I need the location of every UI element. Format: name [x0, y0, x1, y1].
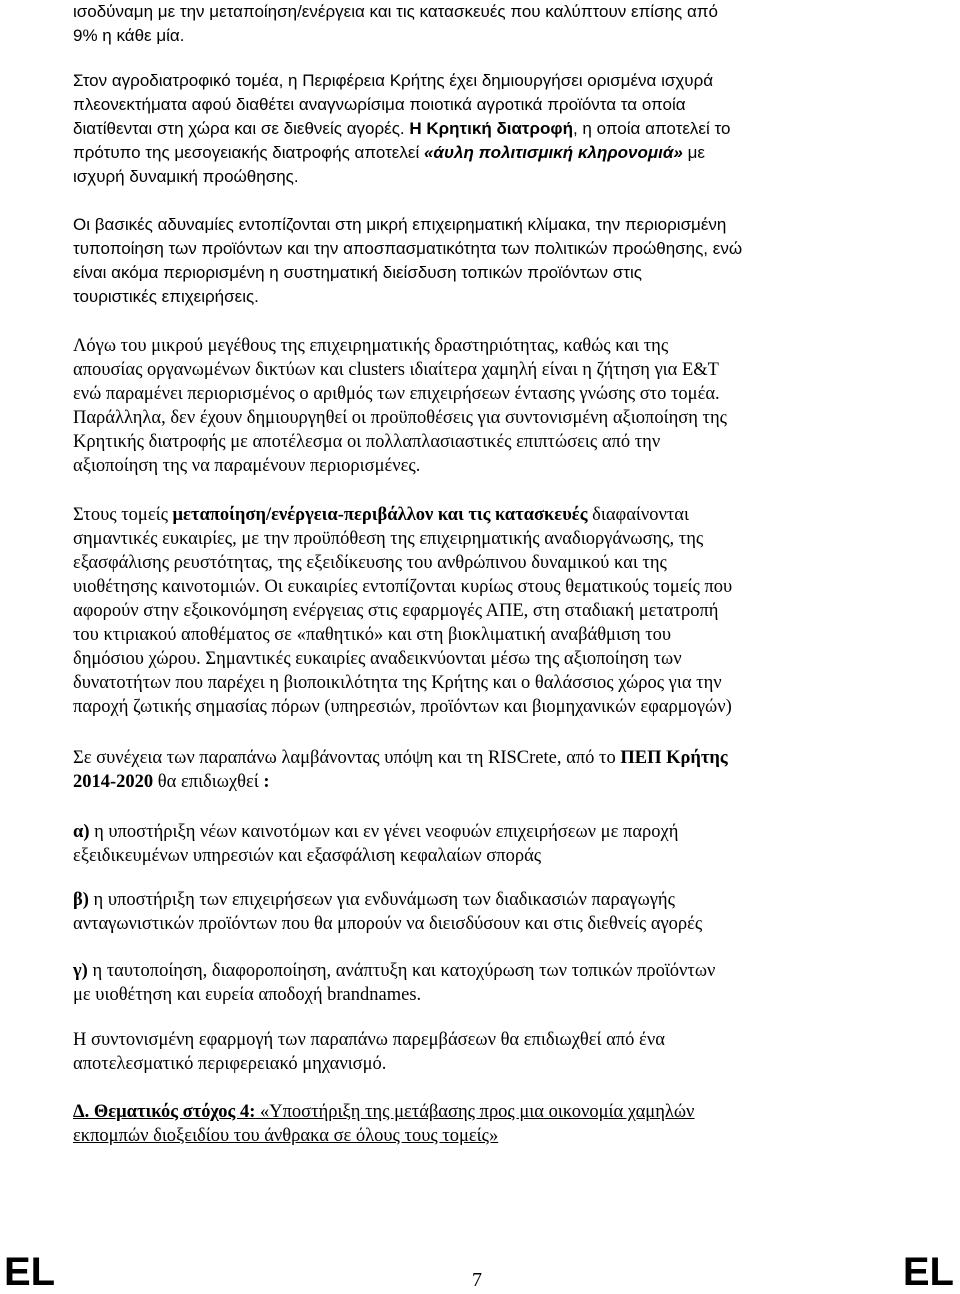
text-line	[73, 959, 715, 983]
text-run: «Υποστήριξη της μετάβασης προς μια οικονομία χαμηλών	[255, 1102, 695, 1122]
text-line	[73, 888, 702, 912]
text-line: δυνατοτήτων που παρέχει η βιοποικιλότητα της Κρήτης και ο θαλάσσιος χώρος για την	[73, 673, 722, 693]
list-item-b	[73, 888, 702, 936]
text-line	[73, 503, 732, 527]
list-item-c	[73, 959, 715, 1007]
text-run: Στους τομείς	[73, 505, 173, 525]
bold-text: Η Κρητική διατροφή	[409, 119, 573, 138]
text-line: Κρητικής διατροφής με αποτέλεσμα οι πολλαπλασιαστικές επιπτώσεις από την	[73, 432, 661, 452]
text-line: παροχή ζωτικής σημασίας πόρων (υπηρεσιών, προϊόντων και βιομηχανικών εφαρμογών)	[73, 697, 732, 717]
text-line: εξασφάλισης ρευστότητας, της εξειδίκευσης του ανθρώπινου δυναμικού και της	[73, 553, 667, 573]
text-line	[73, 141, 730, 165]
paragraph-energy-share	[73, 0, 718, 48]
text-line: τυποποίηση των προϊόντων και την αποσπασματικότητα των πολιτικών προώθησης, ενώ	[73, 239, 743, 258]
text-run: η ταυτοποίηση, διαφοροποίηση, ανάπτυξη και κατοχύρωση των τοπικών προϊόντων	[87, 961, 716, 981]
text-line	[73, 746, 728, 770]
text-line: 9% η κάθε μία.	[73, 26, 185, 45]
text-line	[73, 1100, 694, 1124]
text-line	[73, 117, 730, 141]
bold-text: :	[263, 772, 270, 792]
paragraph-small-size	[73, 334, 727, 478]
text-line: υιοθέτησης καινοτομιών. Οι ευκαιρίες εντοπίζονται κυρίως στους θεματικούς τομείς που	[73, 577, 733, 597]
text-line: Η συντονισμένη εφαρμογή των παραπάνω παρεμβάσεων θα επιδιωχθεί από ένα	[73, 1030, 665, 1050]
text-line: αποτελεσματικό περιφερειακό μηχανισμό.	[73, 1054, 387, 1074]
text-run: διατίθενται στη χώρα και σε διεθνείς αγορές.	[73, 119, 410, 138]
text-line: Παράλληλα, δεν έχουν δημιουργηθεί οι προϋποθέσεις για συντονισμένη αξιοποίηση της	[73, 408, 727, 428]
bold-text: Δ. Θεματικός στόχος 4:	[73, 1102, 256, 1122]
paragraph-weaknesses	[73, 213, 742, 309]
text-line: ενώ παραμένει περιορισμένος ο αριθμός των επιχειρήσεων έντασης γνώσης στο τομέα.	[73, 384, 720, 404]
page-number: 7	[472, 1269, 482, 1291]
text-line: με υιοθέτηση και ευρεία αποδοχή brandnames.	[73, 985, 422, 1005]
text-run: η υποστήριξη των επιχειρήσεων για ενδυνάμωση των διαδικασιών παραγωγής	[88, 890, 675, 910]
paragraph-mechanism	[73, 1028, 665, 1076]
list-marker: γ)	[73, 961, 88, 981]
text-line: Λόγω του μικρού μεγέθους της επιχειρηματικής δραστηριότητας, καθώς και της	[73, 336, 669, 356]
bold-italic-text: «άυλη πολιτισμική κληρονομιά»	[423, 143, 683, 162]
text-line	[73, 770, 728, 794]
text-line: ισοδύναμη με την μεταποίηση/ενέργεια και τις κατασκευές που καλύπτουν επίσης από	[73, 2, 718, 21]
text-line: ισχυρή δυναμική προώθησης.	[73, 167, 299, 186]
text-line: σημαντικές ευκαιρίες, με την προϋπόθεση της επιχειρηματικής αναδιοργάνωσης, της	[73, 529, 704, 549]
text-line: τουριστικές επιχειρήσεις.	[73, 287, 259, 306]
list-item-a	[73, 820, 678, 868]
text-line: είναι ακόμα περιορισμένη η συστηματική διείσδυση τοπικών προϊόντων στις	[73, 263, 642, 282]
text-line: εξειδικευμένων υπηρεσιών και εξασφάλιση κεφαλαίων σποράς	[73, 846, 542, 866]
text-run: θα επιδιωχθεί	[153, 772, 264, 792]
paragraph-agrifood	[73, 69, 730, 189]
bold-text: ΠΕΠ Κρήτης	[620, 748, 728, 768]
text-line: ανταγωνιστικών προϊόντων που θα μπορούν να διεισδύσουν και στις διεθνείς αγορές	[73, 914, 703, 934]
text-run: διαφαίνονται	[587, 505, 689, 525]
text-line: Στον αγροδιατροφικό τομέα, η Περιφέρεια Κρήτης έχει δημιουργήσει ορισμένα ισχυρά	[73, 71, 714, 90]
paragraph-opportunities	[73, 503, 732, 719]
list-marker: β)	[73, 890, 89, 910]
bold-text: 2014-2020	[73, 772, 154, 792]
text-line: απουσίας οργανωμένων δικτύων και clusters ιδιαίτερα χαμηλή είναι η ζήτηση για Ε&Τ	[73, 360, 719, 380]
text-line	[73, 820, 678, 844]
paragraph-pep-crete	[73, 746, 728, 794]
section-heading-thematic-goal-4	[73, 1100, 694, 1148]
text-run: Σε συνέχεια των παραπάνω λαμβάνοντας υπόψη και τη RISCrete, από το	[73, 748, 621, 768]
list-marker: α)	[73, 822, 90, 842]
text-line: πλεονεκτήματα αφού διαθέτει αναγνωρίσιμα ποιοτικά αγροτικά προϊόντα τα οποία	[73, 95, 686, 114]
text-line: του κτιριακού αποθέματος σε «παθητικό» και στη βιοκλιματική αναβάθμιση του	[73, 625, 672, 645]
footer-language-label-right: EL	[902, 1250, 954, 1294]
text-line: Οι βασικές αδυναμίες εντοπίζονται στη μικρή επιχειρηματική κλίμακα, την περιορισμένη	[73, 215, 727, 234]
text-run: , η οποία αποτελεί το	[572, 119, 731, 138]
footer-language-label-left: EL	[4, 1250, 56, 1294]
text-line: αφορούν στην εξοικονόμηση ενέργειας στις εφαρμογές ΑΠΕ, στη σταδιακή μετατροπή	[73, 601, 719, 621]
text-line: δημόσιου χώρου. Σημαντικές ευκαιρίες αναδεικνύονται μέσω της αξιοποίηση των	[73, 649, 682, 669]
text-run: πρότυπο της μεσογειακής διατροφής αποτελεί	[73, 143, 424, 162]
text-run: η υποστήριξη νέων καινοτόμων και εν γένει νεοφυών επιχειρήσεων με παροχή	[89, 822, 679, 842]
text-line: εκπομπών διοξειδίου του άνθρακα σε όλους τους τομείς»	[73, 1126, 499, 1146]
bold-text: μεταποίηση/ενέργεια-περιβάλλον και τις κατασκευές	[172, 505, 588, 525]
text-run: με	[682, 143, 705, 162]
text-line: αξιοποίηση της να παραμένουν περιορισμένες.	[73, 456, 421, 476]
